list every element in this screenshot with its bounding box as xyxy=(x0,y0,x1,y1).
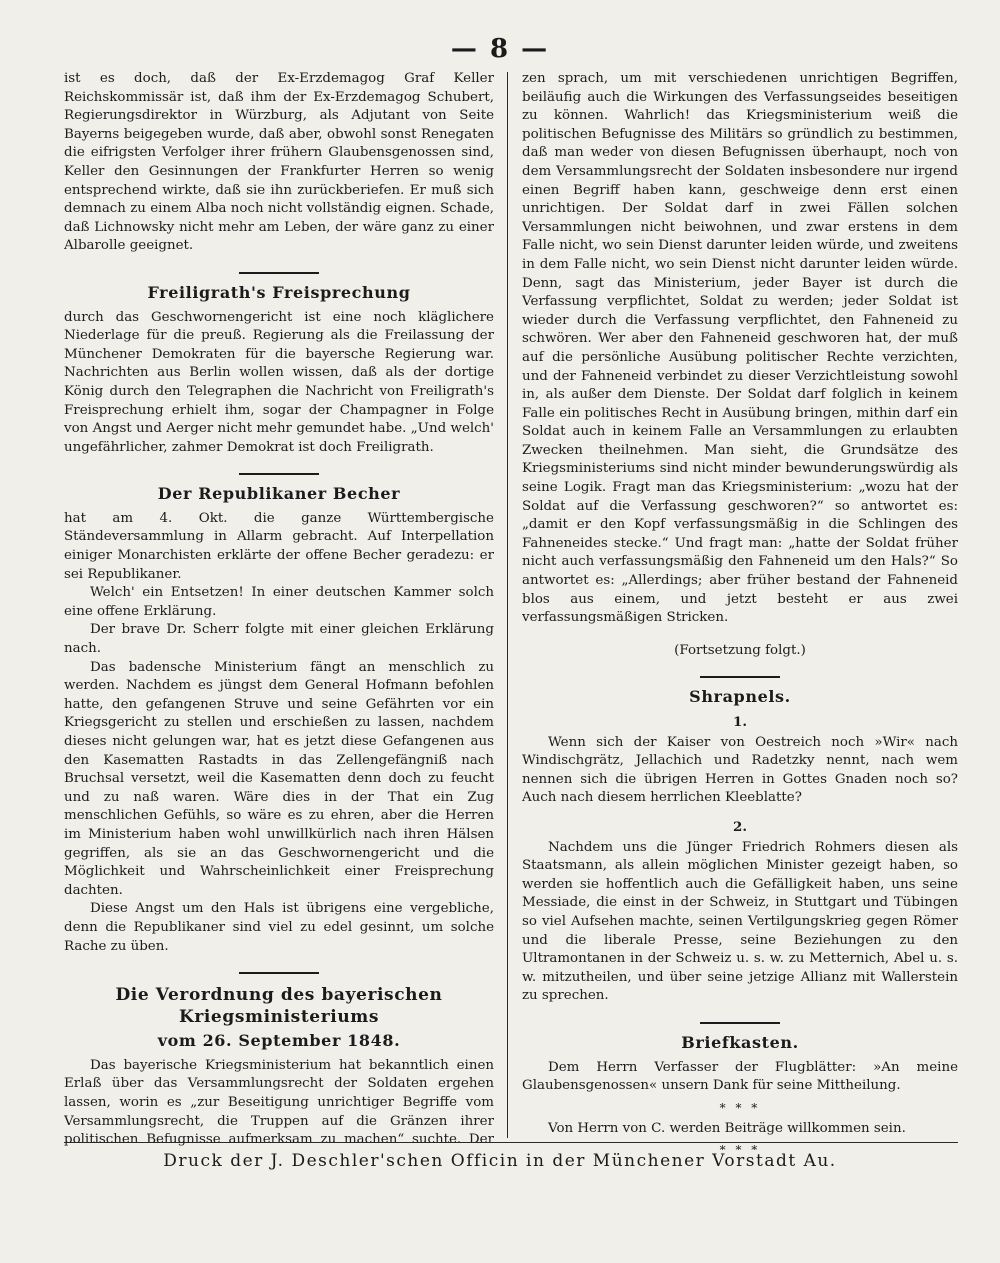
section-title-shrapnels: Shrapnels. xyxy=(689,687,791,707)
article-body-becher-3: Der brave Dr. Scherr folgte mit einer gleichen Erklärung nach. xyxy=(64,622,494,657)
intro-paragraph: ist es doch, daß der Ex-Erzdemagog Graf Keller Reichskommissär ist, daß ihm der Ex-Erzdemagog Schubert, Regierungsdirektor in Würzburg, als Adjutant von Seite Bayerns beigegeben wurde, daß aber, obwohl sonst Renegaten die eifrigsten Verfolger ihrer frühern Glaubensgenossen sind, Keller den Gesinnungen der Frankfurter Herren so wenig entsprechend wirkte, daß sie ihn zurückberiefen. Er muß sich demnach zu einem Alba noch nicht vollständig eignen. Schade, daß Lichnowsky nicht mehr am Leben, der wäre ganz zu einer Albarolle geeignet. xyxy=(64,71,494,254)
article-body-becher-4: Das badensche Ministerium fängt an menschlich zu werden. Nachdem es jüngst dem General Hofmann befohlen hatte, den gefangenen Struve und seine Gefährten vor ein Kriegsgericht zu stellen und erschießen zu lassen, nachdem dieses nicht gelungen war, hat es jetzt diese Gefangenen aus den Kasematten Rastadts in das Zellengefängniß nach Bruchsal versetzt, weil die Kasematten denn doch zu feucht und zu naß waren. Wäre dies in der That ein Zug menschlichen Gefühls, so wäre es zu ehren, aber die Herren im Ministerium haben wohl unwillkürlich nach ihren Hälsen gegriffen, als sie an das Geschwornengericht und die Möglichkeit und Wahrscheinlichkeit einer Freisprechung dachten. xyxy=(64,659,494,898)
shrapnels-number-1: 1. xyxy=(733,714,747,730)
section-divider xyxy=(700,676,780,678)
article-continuation: zen sprach, um mit verschiedenen unrichtigen Begriffen, beiläufig auch die Wirkungen des Verfassungseides beseitigen zu können. Wahrlich! das Kriegsministerium weiß die politischen Befugnisse des Militärs so gründlich zu bestimmen, daß man weder von diesen Befugnissen überhaupt, noch von dem Versammlungsrecht der Soldaten insbesondere nur irgend einen Begriff haben kann, geschweige denn erst einen unrichtigen. Der Soldat darf in zwei Fällen solchen Versammlungen nicht beiwohnen, und zwar erstens in dem Falle nicht, wo sein Dienst darunter leiden würde, und zweitens in dem Falle nicht, wo sein Dienst nicht darunter leiden würde. Denn, sagt das Ministerium, jeder Bayer ist durch die Verfassung verpflichtet, Soldat zu werden; jeder Soldat ist wieder durch die Verfassung verpflichtet, den Fahneneid zu schwören. Wer aber den Fahneneid geschworen hat, der muß auf die persönliche Ausübung politischer Rechte verzichten, und der Fahneneid verbindet zu dieser Verzichtleistung sowohl in, als außer dem Dienste. Der Soldat darf folglich in keinem Falle ein politisches Recht in Ausübung bringen, mithin darf ein Soldat auch in keinem Falle an Versammlungen zu erlaubten Zwecken theilnehmen. Man sieht, die Grundsätze des Kriegsministeriums sind nicht minder bewunderungswürdig als seine Logik. Fragt man das Kriegsministerium: „wozu hat der Soldat auf die Verfassung geschworen?“ so antwortet es: „damit er den Kopf verfassungsmäßig in die Schlingen des Fahneneides stecke.“ Und fragt man: „hatte der Soldat früher nicht auch verfassungsmäßig den Fahneneid um den Hals?“ So antwortet es: „Allerdings; aber früher bestand der Fahneneid blos aus einem, und jetzt besteht er aus zwei verfassungsmäßigen Stricken. xyxy=(522,71,958,626)
section-divider xyxy=(700,1022,780,1024)
article-body-becher-2: Welch' ein Entsetzen! In einer deutschen Kammer solch eine offene Erklärung. xyxy=(64,585,494,619)
footer-rule xyxy=(64,1142,958,1143)
article-title-becher: Der Republikaner Becher xyxy=(157,484,401,504)
article-body-verordnung: Das bayerische Kriegsministerium hat bekanntlich einen Erlaß über das Versammlungsrecht der Soldaten ergehen lassen, worin es „zur Beseitigung unrichtiger Begriffe vom Versammlungsrecht, die Truppen auf die Gränzen ihrer politischen Befugnisse aufmerksam zu machen“ suchte. Der xyxy=(64,1057,494,1148)
shrapnels-item-1: Wenn sich der Kaiser von Oestreich noch »Wir« nach Windischgrätz, Jellachich und Radetzky nennt, nach wem nennen sich die übrigen Herren in Gottes Gnaden noch so? Auch nach diesem herrlichen Kleeblatte? xyxy=(522,734,958,806)
asterism-divider xyxy=(522,1142,958,1150)
asterism-divider: * * * xyxy=(719,1100,761,1115)
article-date-verordnung: vom 26. September 1848. xyxy=(157,1031,401,1051)
right-column xyxy=(522,70,958,1150)
printer-imprint: Druck der J. Deschler'schen Officin in der Münchener Vorstadt Au. xyxy=(163,1151,837,1171)
section-divider xyxy=(239,473,319,475)
briefkasten-note-1: Dem Herrn Verfasser der Flugblätter: »An meine Glaubensgenossen« unsern Dank für seine Mittheilung. xyxy=(522,1059,958,1094)
left-column xyxy=(64,70,494,1150)
section-divider xyxy=(239,972,319,974)
continuation-note: (Fortsetzung folgt.) xyxy=(674,642,806,658)
article-title-verordnung: Die Verordnung des bayerischen Kriegsministeriums xyxy=(115,985,443,1028)
shrapnels-item-2: Nachdem uns die Jünger Friedrich Rohmers diesen als Staatsmann, als allein möglichen Minister gezeigt haben, so werden sie hoffentlich auch die Gefälligkeit haben, uns seine Messiade, die einst in der Schweiz, in Stuttgart und Tübingen so viel Aufsehen machte, seinen Vertilgungskrieg gegen Römer und die liberale Presse, seine Beziehungen zu den Ultramontanen in der Schweiz u. s. w. zu Metternich, Abel u. s. w. mitzutheilen, und über seine jetzige Allianz mit Wallerstein zu sprechen. xyxy=(522,839,958,1004)
column-divider xyxy=(507,72,508,1138)
section-title-briefkasten: Briefkasten. xyxy=(681,1032,799,1052)
article-body-freiligrath: durch das Geschwornengericht ist eine noch kläglichere Niederlage für die preuß. Regierung als die Freilassung der Münchener Demokraten für die bayersche Regierung war. Nachrichten aus Berlin wollen wissen, daß als der dortige König durch den Telegraphen die Nachricht von Freiligrath's Freisprechung erhielt ihm, sogar der Champagner in Folge von Angst und Aerger nicht mehr gemundet habe. „Und welch' ungefährlicher, zahmer Demokrat ist doch Freiligrath. xyxy=(64,309,494,455)
briefkasten-note-2: Von Herrn von C. werden Beiträge willkommen sein. xyxy=(548,1120,906,1136)
article-body-becher-5: Diese Angst um den Hals ist übrigens eine vergebliche, denn die Republikaner sind viel zu edel gesinnt, um solche Rache zu üben. xyxy=(64,901,494,954)
article-body-becher-1: hat am 4. Okt. die ganze Württembergische Ständeversammlung in Allarm gebracht. Auf Interpellation einiger Monarchisten erklärte der offene Becher geradezu: er sei Republikaner. xyxy=(64,510,494,582)
shrapnels-number-2: 2. xyxy=(733,818,747,835)
page-number: — 8 — xyxy=(450,34,550,64)
section-divider xyxy=(239,272,319,274)
article-title-freiligrath: Freiligrath's Freisprechung xyxy=(147,282,411,302)
